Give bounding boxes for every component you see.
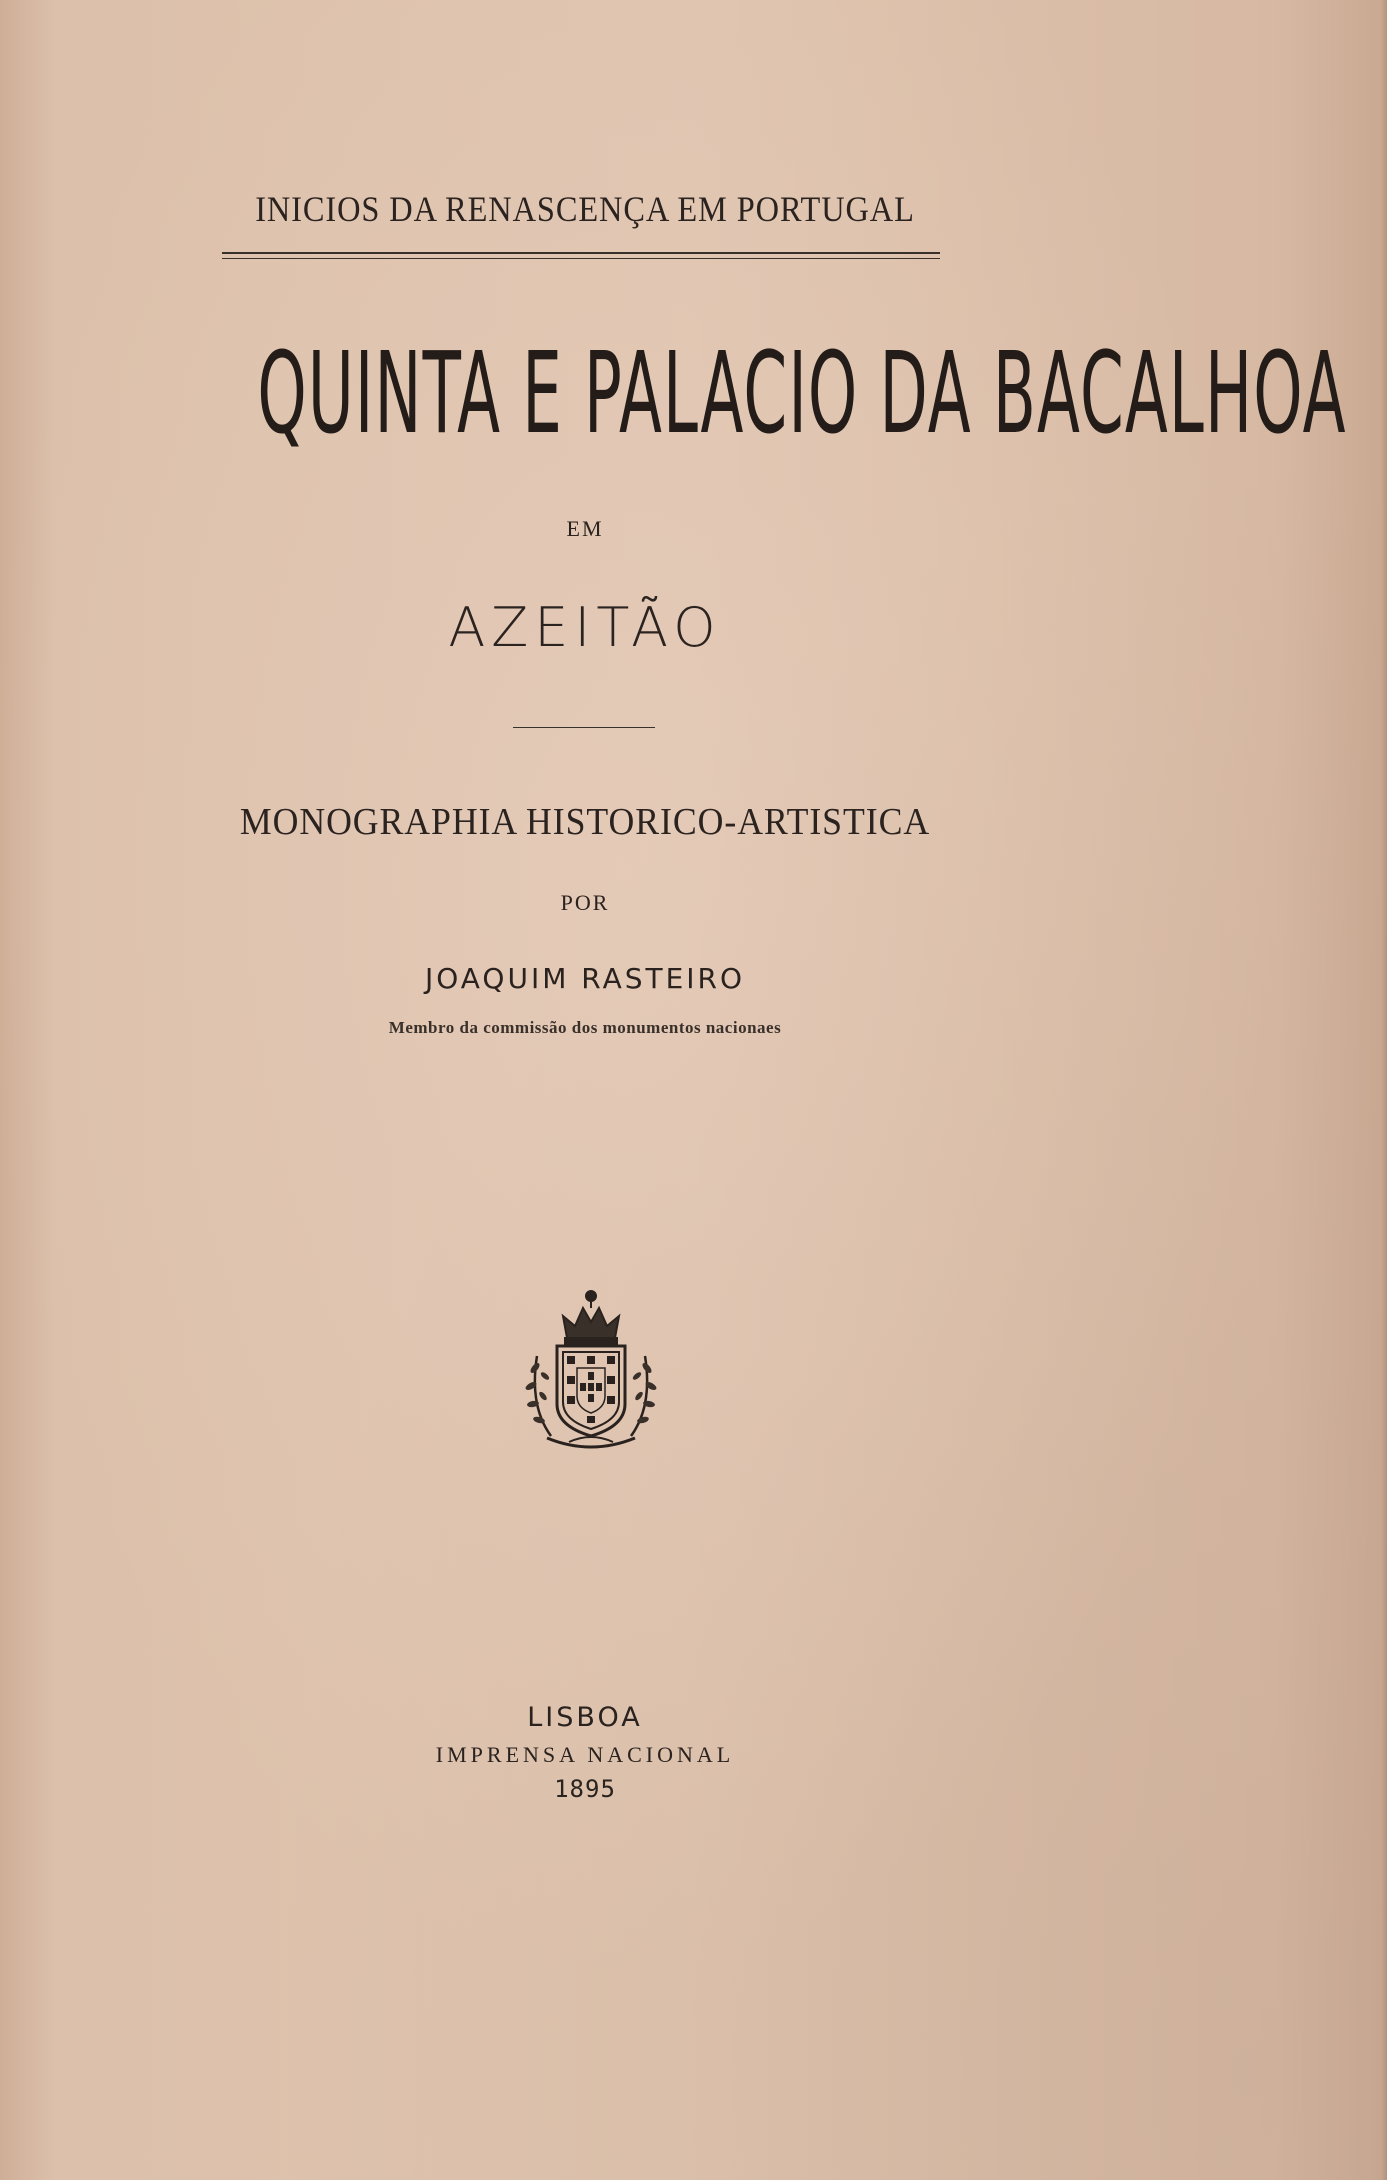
by-line: POR [560, 890, 610, 915]
preposition: EM [566, 516, 604, 541]
place-name: AZEITÃO [448, 596, 722, 659]
author-name: JOAQUIM RASTEIRO [424, 962, 746, 995]
coat-of-arms-icon [517, 1286, 665, 1454]
imprint-publisher: IMPRENSA NACIONAL [435, 1742, 735, 1767]
imprint-year: 1895 [554, 1775, 616, 1803]
short-rule-divider [513, 727, 655, 728]
subtitle: MONOGRAPHIA HISTORICO-ARTISTICA [239, 801, 931, 843]
double-rule-divider [222, 252, 940, 259]
series-title: INICIOS DA RENASCENÇA EM PORTUGAL [255, 189, 915, 229]
author-role: Membro da commissão dos monumentos nacionaes [388, 1018, 782, 1037]
main-title: QUINTA E PALACIO DA BACALHOA [257, 329, 1347, 459]
imprint-city: LISBOA [527, 1702, 643, 1733]
